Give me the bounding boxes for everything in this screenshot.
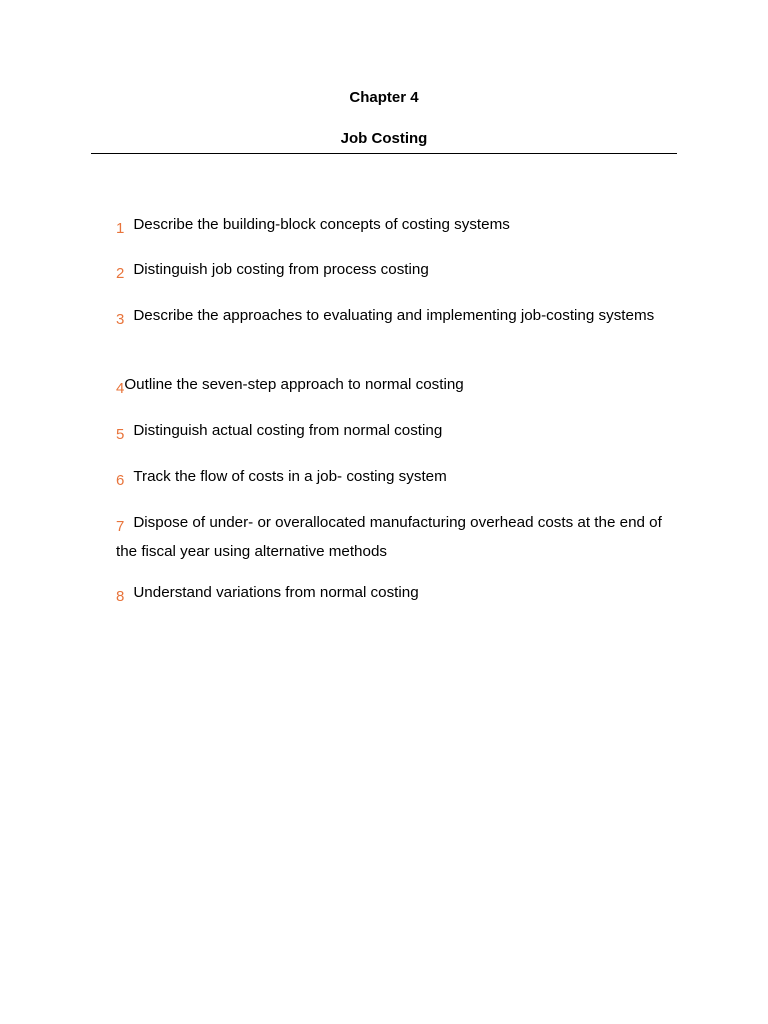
objective-number: 7 xyxy=(116,518,125,535)
objective-number: 3 xyxy=(116,311,125,328)
objective-number: 2 xyxy=(116,265,125,282)
objective-item xyxy=(116,370,464,399)
objective-text: Track the flow of costs in a job- costing system xyxy=(133,468,447,485)
title-divider xyxy=(91,153,677,154)
objective-text: Distinguish actual costing from normal costing xyxy=(133,422,443,439)
objective-item xyxy=(116,255,429,284)
objective-number: 1 xyxy=(116,220,125,237)
objective-text: Outline the seven-step approach to normal costing xyxy=(124,376,464,393)
objective-item xyxy=(116,416,442,445)
chapter-heading: Chapter 4 xyxy=(349,89,419,106)
objective-number: 6 xyxy=(116,472,125,489)
page-title: Job Costing xyxy=(340,130,428,147)
objective-text: Describe the building-block concepts of costing systems xyxy=(133,216,510,233)
objective-item xyxy=(116,210,510,239)
objective-number: 8 xyxy=(116,588,125,605)
objective-text: Distinguish job costing from process costing xyxy=(133,261,429,278)
objective-item xyxy=(116,462,447,491)
objective-number: 5 xyxy=(116,426,125,443)
objective-item xyxy=(116,508,668,566)
objective-text: Understand variations from normal costing xyxy=(133,584,419,601)
objective-text: Dispose of under- or overallocated manufacturing overhead costs at the end of the fiscal year using alternative methods xyxy=(116,514,662,560)
objective-item xyxy=(116,578,419,607)
objective-number: 4 xyxy=(116,380,125,397)
objective-text: Describe the approaches to evaluating and implementing job-costing systems xyxy=(133,307,655,324)
objective-item xyxy=(116,301,654,330)
